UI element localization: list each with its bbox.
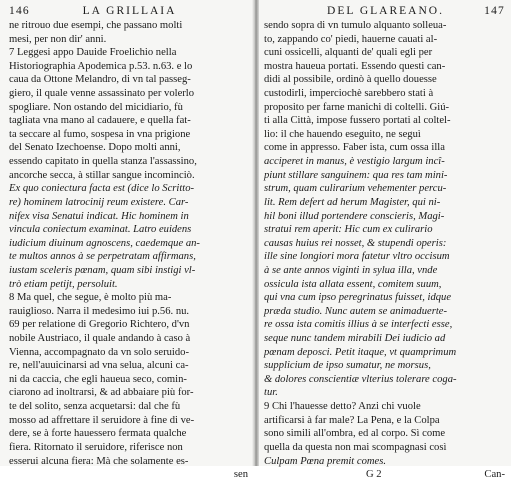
text-line: hil boni illud portendere conscieris, Magi- xyxy=(264,210,445,222)
text-line: artificarsi à far male? La Pena, e la Colpa xyxy=(264,414,440,426)
left-text-block xyxy=(9,19,250,468)
right-catch-line xyxy=(264,468,507,482)
text-line: caua da Ottone Melandro, di vn tal passeg- xyxy=(9,74,191,86)
text-line: trò etiam petijt, persoluit. xyxy=(9,278,118,290)
text-line: come in appresso. Faber ista, cum ossa illa xyxy=(264,142,445,154)
text-line: 9 Chi l'hauesse detto? Anzi chi vuole xyxy=(264,401,421,413)
text-line: essendo capitato in quella stanza l'assassino, xyxy=(9,156,197,168)
right-catchword: Can- xyxy=(484,469,505,481)
text-line: acciperet in manus, è vestigio largum incî- xyxy=(264,156,445,168)
text-line: te del solito, senza acquetarsi: dal che fù xyxy=(9,401,181,413)
text-line: spogliare. Non ostando del micidiario, fù xyxy=(9,101,183,113)
text-line: re ossa ista comitis illius à se interfecti esse, xyxy=(264,319,453,331)
text-line: pœnam deposci. Petit itaque, vt quamprimum xyxy=(264,346,457,358)
text-line: à se ante annos viginti in sylua illa, vnde xyxy=(264,264,438,276)
text-line: ancorche secca, à stillar sangue incominciò. xyxy=(9,169,195,181)
text-line: cuni ossicelli, alquanti de' quali egli per xyxy=(264,47,433,59)
left-page xyxy=(0,0,254,481)
text-line: didi al possibile, ordinò à quello douesse xyxy=(264,74,437,86)
text-line: rauiglioso. Narra il medesimo iui p.56. nu. xyxy=(9,305,190,317)
text-line: ta seccare al fumo, sospesa in vna prigione xyxy=(9,128,191,140)
text-line: re) hominem latrocinij reum existere. Car- xyxy=(9,196,189,208)
text-line: iudicium diuinum agnoscens, caedemque an- xyxy=(9,237,200,249)
text-line: præda studio. Nunc autem se animaduerte- xyxy=(264,305,448,317)
text-line: proposito per farne manichi di coltelli. Giú- xyxy=(264,101,450,113)
text-line: iustam sceleris pœnam, quam sibi instigi vl- xyxy=(9,264,196,276)
right-text-block xyxy=(264,19,507,468)
text-line: esserui alcuna fiera: Mà che solamente es- xyxy=(9,455,189,467)
text-line: strum, quam culirarium vehementer percu- xyxy=(264,183,447,195)
text-line: te multos annos à se perpetratam affirmans, xyxy=(9,251,196,263)
left-running-title: LA GRILLAIA xyxy=(82,5,177,17)
text-line: Ex quo coniectura facta est (dice lo Scritto- xyxy=(9,183,195,195)
text-line: tagliata vna mano al cadauere, e quella fat- xyxy=(9,115,191,127)
text-line: 69 per relatione di Gregorio Richtero, d'vn xyxy=(9,319,190,331)
text-line: custodirli, imperciochè sarebbero stati à xyxy=(264,88,434,100)
text-line: mostra haueua portati. Essendo questi can- xyxy=(264,60,446,72)
text-line: ciarono ad inoltrarsi, & ad abbaiare più for- xyxy=(9,387,194,399)
right-running-title: DEL GLAREANO. xyxy=(327,5,444,17)
text-line: piunt stillare sanguinem: qua res tam mini- xyxy=(264,169,448,181)
text-line: nifex visa Senatui indicat. Hic hominem in xyxy=(9,210,189,222)
text-line: seque nunc tandem mirabili Dei iudicio ad xyxy=(264,333,446,345)
text-line: quella da questa non mai scompagnasi così xyxy=(264,441,447,453)
text-line: vincula coniectum examinat. Latro euidens xyxy=(9,224,192,236)
text-line: sono simili all'ombra, ed al corpo. Sì come xyxy=(264,428,446,440)
text-line: causas huius rei nosset, & stupendi operis: xyxy=(264,237,447,249)
left-catch-line xyxy=(9,468,250,482)
left-running-head xyxy=(9,4,250,18)
text-line: 8 Ma quel, che segue, è molto più ma- xyxy=(9,292,172,304)
text-line: nobile Austriaco, il quale andando à caso à xyxy=(9,333,191,345)
text-line: ne ritrouo due esempi, che passano molti xyxy=(9,20,183,31)
text-line: stratui rem aperit: Hic cum ex culirario xyxy=(264,224,433,236)
text-line: Historiographia Apodemica p.53. n.63. e lo xyxy=(9,60,193,72)
left-page-number: 146 xyxy=(9,5,30,17)
text-line: mesi, per non dir' anni. xyxy=(9,33,107,45)
text-line: ti alla Città, impose fussero portati al coltel- xyxy=(264,115,451,127)
text-line: lio: il che hauendo eseguito, ne seguì xyxy=(264,128,421,140)
text-line: sendo sopra di vn tumulo alquanto solleua- xyxy=(264,20,447,31)
text-line: fiera. Ritornato il seruidore, riferisce non xyxy=(9,441,183,453)
text-line: 7 Leggesi appo Dauide Froelichio nella xyxy=(9,47,177,59)
text-line: dere, se à forte hauessero fermata qualche xyxy=(9,428,187,440)
left-catchword: sen xyxy=(233,469,248,481)
text-line: ni da caccia, che egli haueua seco, comin- xyxy=(9,373,187,385)
text-line: ossicula ista allata essent, comitem suum, xyxy=(264,278,442,290)
text-line: supplicium de ipso sumatur, ne morsus, xyxy=(264,360,431,372)
right-running-head xyxy=(264,4,507,18)
right-page-number: 147 xyxy=(484,5,505,17)
text-line: & dolores conscientiæ vlterius tolerare coga- xyxy=(264,373,457,385)
text-line: Vienna, accompagnato da vn solo seruido- xyxy=(9,346,189,358)
right-page xyxy=(258,0,511,481)
text-line: tur. xyxy=(264,387,278,399)
text-line: Culpam Pœna premit comes. xyxy=(264,455,387,467)
text-line: re, nell'auuicinarsi ad vna selua, alcuni ca- xyxy=(9,360,189,372)
signature-mark: G 2 xyxy=(366,469,382,481)
text-line: mosso ad affrettare il seruidore à fine di ve- xyxy=(9,414,195,426)
text-line: giero, il quale venne assassinato per volerlo xyxy=(9,88,195,100)
text-line: lit. Rem defert ad herum Magister, qui ni- xyxy=(264,196,441,208)
text-line: to, zappando co' piedi, hauerne cauati al- xyxy=(264,33,438,45)
text-line: del Senato Izechoense. Dopo molti anni, xyxy=(9,142,181,154)
text-line: qui vna cum ipso peregrinatus fuisset, idque xyxy=(264,292,452,304)
text-line: ille sine longiori mora fatetur vltro occisum xyxy=(264,251,450,263)
